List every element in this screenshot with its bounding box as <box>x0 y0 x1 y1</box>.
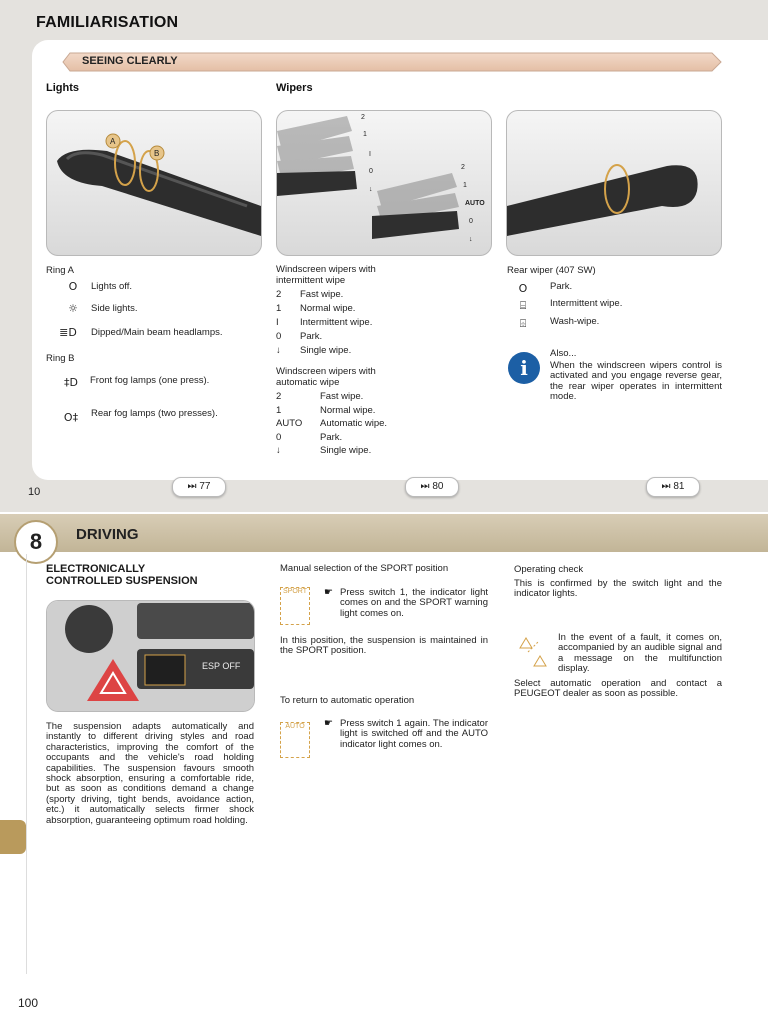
intermittent-list <box>276 288 476 358</box>
chapter-number: 8 <box>14 520 58 564</box>
rear-washwipe-icon: ⌹ <box>519 317 527 330</box>
wiper-b-label-auto: AUTO <box>465 200 485 207</box>
wiper-a-label-single: ↓ <box>369 186 373 193</box>
rear-fog-icon: O‡ <box>63 411 79 424</box>
chapter-tab-active[interactable] <box>0 820 26 854</box>
rear-park-text: Park. <box>550 281 573 292</box>
auto-title: Windscreen wipers with automatic wipe <box>276 366 376 388</box>
operating-check-title: Operating check <box>514 564 584 575</box>
operating-check-text: This is confirmed by the switch light and the indicator lights. <box>514 578 722 600</box>
return-step-bullet: ☛ <box>324 718 333 729</box>
auto-row: 1 Normal wipe. <box>276 404 376 416</box>
side-lights-text: Side lights. <box>91 303 138 314</box>
manual-body-text: In this position, the suspension is maintained in the SPORT position. <box>280 635 488 657</box>
manual-step-bullet: ☛ <box>324 587 333 598</box>
wiper-b-label-single: ↓ <box>469 236 473 243</box>
manual-step-text: Press switch 1, the indicator light comes on and the SPORT warning light comes on. <box>340 587 488 619</box>
page-number-bottom: 100 <box>18 996 39 1010</box>
wipers-page-ref-link[interactable]: ⏭ 80 <box>405 477 459 497</box>
rear-wiper-note: When the windscreen wipers control is activated and you engage reverse gear, the rear wiper operates in intermittent mode. <box>550 360 722 403</box>
ring-b-heading: Ring B <box>46 353 75 364</box>
return-step-text: Press switch 1 again. The indicator light is switched off and the AUTO indicator light comes on. <box>340 718 488 750</box>
suspension-switch-photo <box>46 600 255 712</box>
intermittent-row: 0 Park. <box>276 331 323 342</box>
fault-warning-icon <box>514 634 550 668</box>
rear-wiper-stalk-photo <box>506 110 722 256</box>
ring-a-heading: Ring A <box>46 265 74 276</box>
front-fog-text: Front fog lamps (one press). <box>90 375 210 386</box>
lights-heading: Lights <box>46 82 79 94</box>
lights-page-ref-link[interactable]: ⏭ 77 <box>172 477 226 497</box>
page-title: FAMILIARISATION <box>36 14 179 31</box>
info-icon: i <box>508 352 540 384</box>
intermittent-row: I Intermittent wipe. <box>276 317 373 328</box>
front-fog-icon: ‡D <box>64 376 78 389</box>
ring-b-label: B <box>154 149 160 158</box>
section-banner-title: SEEING CLEARLY <box>82 55 178 67</box>
intermittent-row: 1 Normal wipe. <box>276 303 356 314</box>
wipers-heading: Wipers <box>276 82 313 94</box>
auto-indicator-icon: AUTO <box>280 722 310 758</box>
wiper-b-label-2: 2 <box>461 164 465 171</box>
lights-off-icon: O <box>68 280 78 293</box>
wiper-b-label-0: 0 <box>469 218 473 225</box>
ring-a-label: A <box>110 137 116 146</box>
intermittent-title: Windscreen wipers with intermittent wipe <box>276 264 376 286</box>
rear-wiper-title: Rear wiper (407 SW) <box>507 265 596 276</box>
lights-stalk-illustration <box>47 111 261 255</box>
lights-stalk-photo <box>46 110 262 256</box>
auto-row: AUTO Automatic wipe. <box>276 418 388 429</box>
intermittent-row: ↓ Single wipe. <box>276 345 352 356</box>
rear-park-icon: O <box>518 282 528 295</box>
auto-row: 2 Fast wipe. <box>276 391 364 402</box>
chapter-tabs-rail <box>0 554 27 974</box>
lights-off-text: Lights off. <box>91 281 133 292</box>
ecs-title: ELECTRONICALLY CONTROLLED SUSPENSION <box>46 563 198 587</box>
wipers-stalk-illustration <box>277 111 491 255</box>
intermittent-row: 2 Fast wipe. <box>276 289 344 300</box>
wiper-a-label-2: 2 <box>361 114 365 121</box>
rear-intermittent-icon: ⌸ <box>519 299 527 312</box>
auto-row: 0 Park. <box>276 431 343 443</box>
fault-action-text: Select automatic operation and contact a PEUGEOT dealer as soon as possible. <box>514 678 722 700</box>
headlamps-text: Dipped/Main beam headlamps. <box>91 327 223 338</box>
rear-washwipe-text: Wash-wipe. <box>550 316 600 327</box>
wiper-b-label-1: 1 <box>463 182 467 189</box>
fault-text: In the event of a fault, it comes on, accompanied by an audible signal and a message on the multifunction display. <box>558 632 722 675</box>
auto-list <box>276 390 476 458</box>
rear-wiper-page-ref-link[interactable]: ⏭ 81 <box>646 477 700 497</box>
wiper-a-label-i: I <box>369 151 371 158</box>
also-label: Also... <box>550 348 577 359</box>
auto-row: ↓ Single wipe. <box>276 445 372 456</box>
ecs-body-text: The suspension adapts automatically and instantly to different driving styles and road characteristics, improving the comfort of the occupants and the vehicle's road holding capabilities. The suspension favours smooth shock absorption, ensuring a comfortable ride, but as soon as conditions demand a change (sporty driving, tight bends, avoidance action, etc.) it automatically selects firmer shock absorption, guaranteeing optimum road holding. <box>46 721 254 826</box>
return-title: To return to automatic operation <box>280 695 415 706</box>
rear-wiper-stalk-illustration <box>507 111 721 255</box>
wiper-a-label-0: 0 <box>369 168 373 175</box>
headlamps-icon: ≣D <box>59 326 77 339</box>
chapter-title: DRIVING <box>76 526 139 543</box>
wiper-a-label-1: 1 <box>363 131 367 138</box>
manual-selection-title: Manual selection of the SPORT position <box>280 563 449 574</box>
suspension-switch-illustration <box>47 601 254 711</box>
page-number-top: 10 <box>28 486 41 498</box>
side-lights-icon: ☼ <box>68 302 78 315</box>
sport-indicator-icon: SPORT <box>280 587 310 625</box>
esp-off-label: ESP OFF <box>202 661 241 671</box>
wipers-stalk-photo <box>276 110 492 256</box>
rear-intermittent-text: Intermittent wipe. <box>550 298 623 309</box>
rear-fog-text: Rear fog lamps (two presses). <box>91 408 218 419</box>
